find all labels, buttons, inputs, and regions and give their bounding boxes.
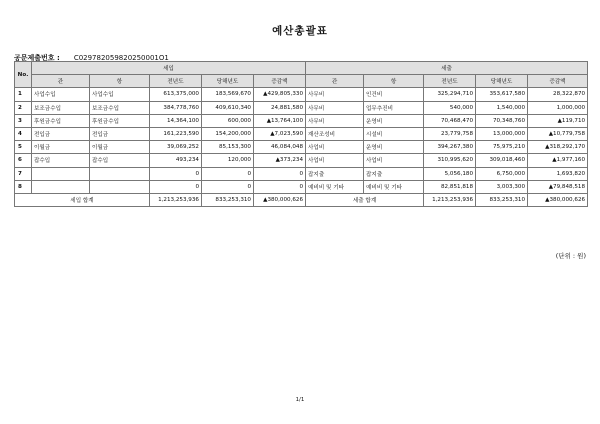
income-curr-cell: 183,569,670 bbox=[202, 88, 254, 101]
expense-hang-cell: 사업비 bbox=[364, 154, 424, 167]
expense-prev-cell: 394,267,380 bbox=[424, 141, 476, 154]
table-row bbox=[15, 127, 588, 140]
income-diff-cell: ▲429,805,330 bbox=[254, 88, 306, 101]
expense-diff-cell: 28,322,870 bbox=[528, 88, 588, 101]
expense-prev-cell: 540,000 bbox=[424, 101, 476, 114]
income-hang-cell bbox=[90, 180, 150, 193]
expense-hang-cell: 잡지출 bbox=[364, 167, 424, 180]
row-number: 7 bbox=[15, 167, 32, 180]
income-diff-cell: 0 bbox=[254, 180, 306, 193]
expense-curr-cell: 6,750,000 bbox=[476, 167, 528, 180]
header-row-top bbox=[15, 62, 588, 75]
expense-total-label: 세출 합계 bbox=[306, 193, 424, 206]
expense-diff-cell: 1,693,820 bbox=[528, 167, 588, 180]
income-prev-cell: 39,069,252 bbox=[150, 141, 202, 154]
table-row bbox=[15, 88, 588, 101]
expense-curr-cell: 1,540,000 bbox=[476, 101, 528, 114]
header-expense: 세출 bbox=[306, 62, 588, 75]
income-hang-cell bbox=[90, 167, 150, 180]
expense-curr-cell: 75,975,210 bbox=[476, 141, 528, 154]
income-prev-cell: 613,375,000 bbox=[150, 88, 202, 101]
expense-hang-cell: 운영비 bbox=[364, 141, 424, 154]
budget-summary-table bbox=[14, 61, 588, 207]
expense-prev-cell: 82,851,818 bbox=[424, 180, 476, 193]
row-number: 1 bbox=[15, 88, 32, 101]
header-inc-gwan: 관 bbox=[32, 75, 90, 88]
income-prev-cell: 493,234 bbox=[150, 154, 202, 167]
income-gwan-cell bbox=[32, 167, 90, 180]
doc-number-label: 공문제출번호 : bbox=[14, 54, 60, 62]
expense-gwan-cell: 사업비 bbox=[306, 154, 364, 167]
expense-diff-cell: ▲79,848,518 bbox=[528, 180, 588, 193]
expense-gwan-cell: 잡지출 bbox=[306, 167, 364, 180]
header-income: 세입 bbox=[32, 62, 306, 75]
header-exp-hang: 항 bbox=[364, 75, 424, 88]
expense-diff-cell: ▲1,977,160 bbox=[528, 154, 588, 167]
income-total-curr: 833,253,310 bbox=[202, 193, 254, 206]
expense-gwan-cell: 예비비 및 기타 bbox=[306, 180, 364, 193]
header-row-sub bbox=[15, 75, 588, 88]
income-curr-cell: 409,610,340 bbox=[202, 101, 254, 114]
table-row bbox=[15, 101, 588, 114]
header-exp-gwan: 관 bbox=[306, 75, 364, 88]
table-row bbox=[15, 141, 588, 154]
expense-hang-cell: 운영비 bbox=[364, 114, 424, 127]
header-exp-diff: 증감액 bbox=[528, 75, 588, 88]
expense-gwan-cell: 재산조성비 bbox=[306, 127, 364, 140]
income-diff-cell: ▲373,234 bbox=[254, 154, 306, 167]
income-gwan-cell bbox=[32, 180, 90, 193]
expense-diff-cell: ▲119,710 bbox=[528, 114, 588, 127]
header-inc-prev: 전년도 bbox=[150, 75, 202, 88]
income-total-label: 세입 합계 bbox=[15, 193, 150, 206]
expense-total-curr: 833,253,310 bbox=[476, 193, 528, 206]
expense-hang-cell: 예비비 및 기타 bbox=[364, 180, 424, 193]
row-number: 8 bbox=[15, 180, 32, 193]
header-inc-curr: 당해년도 bbox=[202, 75, 254, 88]
expense-hang-cell: 업무추진비 bbox=[364, 101, 424, 114]
income-gwan-cell: 보조금수입 bbox=[32, 101, 90, 114]
expense-gwan-cell: 사무비 bbox=[306, 101, 364, 114]
income-diff-cell: ▲13,764,100 bbox=[254, 114, 306, 127]
income-prev-cell: 161,223,590 bbox=[150, 127, 202, 140]
expense-gwan-cell: 사무비 bbox=[306, 88, 364, 101]
income-diff-cell: 24,881,580 bbox=[254, 101, 306, 114]
income-gwan-cell: 전입금 bbox=[32, 127, 90, 140]
income-hang-cell: 보조금수입 bbox=[90, 101, 150, 114]
income-total-prev: 1,213,253,936 bbox=[150, 193, 202, 206]
totals-row bbox=[15, 193, 588, 206]
income-hang-cell: 잡수입 bbox=[90, 154, 150, 167]
row-number: 2 bbox=[15, 101, 32, 114]
expense-gwan-cell: 사업비 bbox=[306, 141, 364, 154]
expense-gwan-cell: 사무비 bbox=[306, 114, 364, 127]
table-row bbox=[15, 114, 588, 127]
header-inc-hang: 항 bbox=[90, 75, 150, 88]
budget-table-body bbox=[15, 88, 588, 194]
income-gwan-cell: 후원금수입 bbox=[32, 114, 90, 127]
expense-diff-cell: 1,000,000 bbox=[528, 101, 588, 114]
income-prev-cell: 0 bbox=[150, 180, 202, 193]
expense-curr-cell: 13,000,000 bbox=[476, 127, 528, 140]
row-number: 3 bbox=[15, 114, 32, 127]
income-prev-cell: 384,778,760 bbox=[150, 101, 202, 114]
table-row bbox=[15, 180, 588, 193]
income-curr-cell: 120,000 bbox=[202, 154, 254, 167]
unit-note: (단위 : 원) bbox=[555, 252, 586, 260]
income-hang-cell: 이월금 bbox=[90, 141, 150, 154]
expense-hang-cell: 시설비 bbox=[364, 127, 424, 140]
expense-prev-cell: 310,995,620 bbox=[424, 154, 476, 167]
income-curr-cell: 154,200,000 bbox=[202, 127, 254, 140]
row-number: 6 bbox=[15, 154, 32, 167]
income-total-diff: ▲380,000,626 bbox=[254, 193, 306, 206]
expense-curr-cell: 353,617,580 bbox=[476, 88, 528, 101]
header-inc-diff: 증감액 bbox=[254, 75, 306, 88]
income-hang-cell: 전입금 bbox=[90, 127, 150, 140]
expense-total-prev: 1,213,253,936 bbox=[424, 193, 476, 206]
income-prev-cell: 0 bbox=[150, 167, 202, 180]
income-prev-cell: 14,364,100 bbox=[150, 114, 202, 127]
income-diff-cell: 0 bbox=[254, 167, 306, 180]
row-number: 5 bbox=[15, 141, 32, 154]
table-row bbox=[15, 167, 588, 180]
expense-curr-cell: 70,348,760 bbox=[476, 114, 528, 127]
expense-total-diff: ▲380,000,626 bbox=[528, 193, 588, 206]
expense-prev-cell: 70,468,470 bbox=[424, 114, 476, 127]
income-curr-cell: 0 bbox=[202, 180, 254, 193]
income-curr-cell: 85,153,300 bbox=[202, 141, 254, 154]
header-exp-curr: 당해년도 bbox=[476, 75, 528, 88]
income-curr-cell: 600,000 bbox=[202, 114, 254, 127]
income-diff-cell: ▲7,023,590 bbox=[254, 127, 306, 140]
income-hang-cell: 후원금수입 bbox=[90, 114, 150, 127]
table-row bbox=[15, 154, 588, 167]
expense-diff-cell: ▲10,779,758 bbox=[528, 127, 588, 140]
expense-prev-cell: 5,056,180 bbox=[424, 167, 476, 180]
expense-prev-cell: 23,779,758 bbox=[424, 127, 476, 140]
header-no: No. bbox=[15, 62, 32, 88]
expense-diff-cell: ▲318,292,170 bbox=[528, 141, 588, 154]
income-hang-cell: 사업수입 bbox=[90, 88, 150, 101]
expense-prev-cell: 325,294,710 bbox=[424, 88, 476, 101]
row-number: 4 bbox=[15, 127, 32, 140]
income-gwan-cell: 이월금 bbox=[32, 141, 90, 154]
page-number: 1/1 bbox=[295, 397, 305, 403]
expense-curr-cell: 309,018,460 bbox=[476, 154, 528, 167]
doc-number-value: C029782059820250001O1 bbox=[73, 54, 169, 62]
expense-curr-cell: 3,003,300 bbox=[476, 180, 528, 193]
page-title: 예산총괄표 bbox=[272, 25, 328, 37]
income-gwan-cell: 잡수입 bbox=[32, 154, 90, 167]
header-exp-prev: 전년도 bbox=[424, 75, 476, 88]
income-diff-cell: 46,084,048 bbox=[254, 141, 306, 154]
income-gwan-cell: 사업수입 bbox=[32, 88, 90, 101]
income-curr-cell: 0 bbox=[202, 167, 254, 180]
expense-hang-cell: 인건비 bbox=[364, 88, 424, 101]
